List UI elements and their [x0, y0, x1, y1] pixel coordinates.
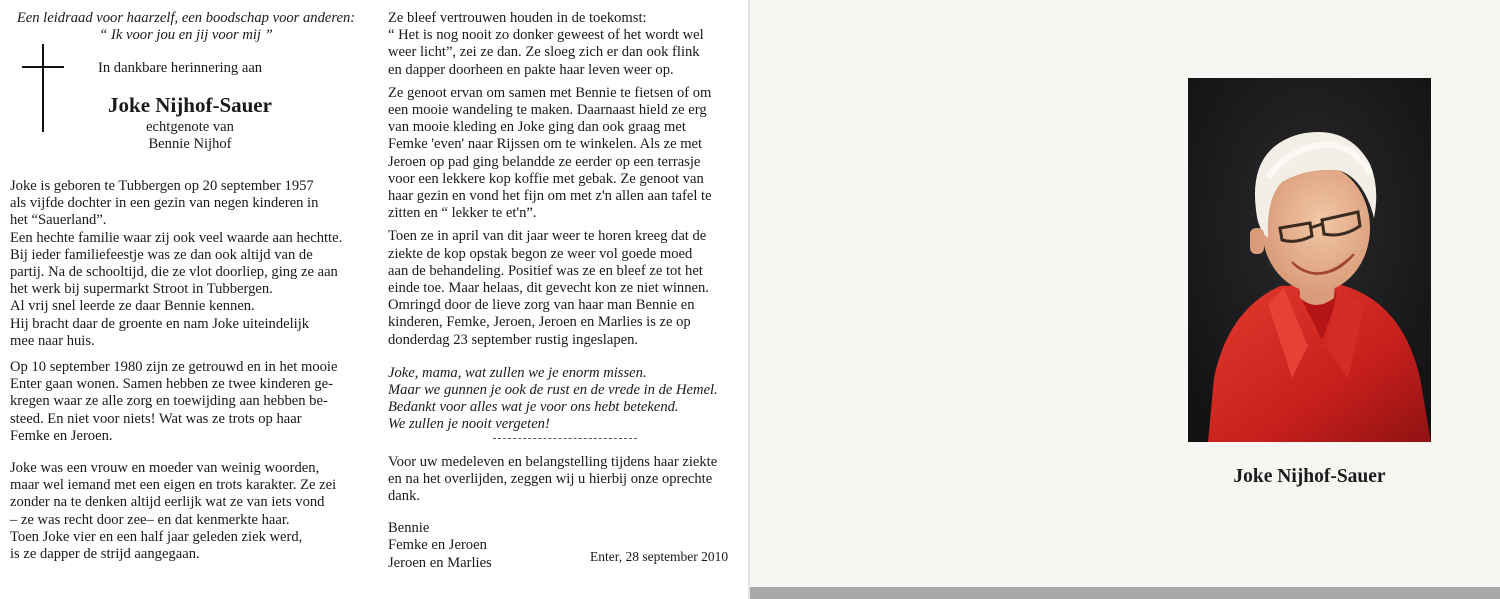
- text-line: Op 10 september 1980 zijn ze getrouwd en in het mooie: [10, 359, 338, 375]
- text-line: ziekte de kop opstak begon ze weer vol goede moed: [388, 245, 693, 262]
- text-line: Omringd door de lieve zorg van haar man Bennie en: [388, 297, 695, 314]
- text-line: Enter gaan wonen. Samen hebben ze twee kinderen ge-: [10, 376, 333, 393]
- right-text-column: [388, 10, 734, 572]
- place-date: Enter, 28 september 2010: [590, 549, 729, 564]
- text-line: – ze was recht door zee– en dat kenmerkte haar.: [10, 511, 290, 528]
- text-line: donderdag 23 september rustig ingeslapen.: [388, 331, 639, 348]
- bio-paragraph-1: [10, 178, 372, 350]
- left-text-column: [10, 10, 362, 44]
- text-line: aan de behandeling. Positief was ze en bleef ze tot het: [388, 262, 703, 279]
- motto-line-1: Een leidraad voor haarzelf, een boodschap voor anderen:: [16, 10, 356, 26]
- memory-line: In dankbare herinnering aan: [98, 60, 263, 76]
- text-line: voor een lekkere kop koffie met gebak. Ze genoot van: [388, 170, 704, 187]
- photo-page-name: Joke Nijhof-Sauer: [1233, 466, 1386, 487]
- text-line: Hij bracht daar de groente en nam Joke uiteindelijk: [10, 315, 310, 332]
- text-line: dank.: [388, 488, 421, 505]
- poem: [388, 365, 734, 434]
- text-line: Joke was een vrouw en moeder van weinig woorden,: [10, 460, 320, 476]
- text-line: als vijfde dochter in een gezin van negen kinderen in: [10, 195, 319, 212]
- spouse-line-2: Bennie Nijhof: [148, 136, 232, 152]
- text-line: mee naar huis.: [10, 332, 95, 349]
- text-line: haar gezin en vond het fijn om met z'n allen aan tafel te: [388, 188, 712, 205]
- story-paragraph-1: [388, 10, 734, 79]
- text-line: het werk bij supermarkt Stroot in Tubbergen.: [10, 281, 273, 298]
- text-line: steed. En niet voor niets! Wat was ze trots op haar: [10, 410, 302, 427]
- text-line: partij. Na de schooltijd, die ze vlot doorliep, ging ze aan: [10, 264, 338, 281]
- story-paragraph-3: [388, 228, 734, 348]
- spouse-line-1: echtgenote van: [146, 119, 234, 135]
- inside-spread: [0, 0, 748, 599]
- text-line: “ Het is nog nooit zo donker geweest of het wordt wel: [388, 27, 704, 44]
- deceased-name: Joke Nijhof-Sauer: [108, 93, 272, 117]
- text-line: Ze bleef vertrouwen houden in de toekomst:: [388, 10, 647, 26]
- text-line: Jeroen op pad ging belandde ze eerder op een terrasje: [388, 153, 701, 170]
- text-line: Ze genoot ervan om samen met Bennie te fietsen of om: [388, 84, 712, 101]
- text-line: zitten en “ lekker te et'n”.: [388, 205, 537, 222]
- text-line: en dapper doorheen en pakte haar leven weer op.: [388, 61, 674, 78]
- portrait-photo: [1188, 78, 1431, 442]
- text-line: einde toe. Maar helaas, dit gevecht kon ze niet winnen.: [388, 280, 709, 297]
- text-line: van mooie kleding en Joke ging dan ook graag met: [388, 119, 686, 136]
- signature-line: Bennie: [388, 520, 430, 537]
- portrait-illustration: [1188, 78, 1431, 442]
- text-line: een mooie wandeling te maken. Daarnaast hield ze erg: [388, 102, 707, 119]
- thanks-paragraph: [388, 454, 734, 506]
- text-line: is ze dapper de strijd aangegaan.: [10, 546, 200, 563]
- text-line: zonder na te denken altijd eerlijk wat ze van iets vond: [10, 494, 325, 511]
- poem-line: Joke, mama, wat zullen we je enorm missen.: [388, 364, 647, 381]
- poem-line: Maar we gunnen je ook de rust en de vrede in de Hemel.: [388, 382, 718, 399]
- text-line: kregen waar ze alle zorg en toewijding aan hebben be-: [10, 393, 328, 410]
- text-line: Voor uw medeleven en belangstelling tijdens haar ziekte: [388, 453, 718, 470]
- bio-paragraph-2: [10, 359, 372, 445]
- text-line: Femke en Jeroen.: [10, 427, 113, 444]
- poem-line: We zullen je nooit vergeten!: [388, 416, 550, 433]
- text-line: kinderen, Femke, Jeroen, Jeroen en Marlies is ze op: [388, 314, 691, 331]
- text-line: Al vrij snel leerde ze daar Bennie kennen.: [10, 298, 255, 315]
- text-line: en na het overlijden, zeggen wij u hierbij onze oprechte: [388, 470, 713, 487]
- text-line: Joke is geboren te Tubbergen op 20 september 1957: [10, 178, 314, 194]
- text-line: maar wel iemand met een eigen en trots karakter. Ze zei: [10, 477, 337, 494]
- scan-background-strip: [750, 587, 1500, 599]
- text-line: Toen Joke vier en een half jaar geleden ziek werd,: [10, 528, 303, 545]
- signature-line: Jeroen en Marlies: [388, 554, 492, 571]
- text-line: Femke 'even' naar Rijssen om te winkelen. Als ze met: [388, 136, 703, 153]
- dashed-divider: [493, 438, 637, 439]
- bio-paragraph-3: [10, 460, 372, 563]
- text-line: weer licht”, zei ze dan. Ze sloeg zich er dan ook flink: [388, 44, 700, 61]
- story-paragraph-2: [388, 85, 734, 223]
- text-line: Een hechte familie waar zij ook veel waarde aan hechtte.: [10, 229, 343, 246]
- motto-line-2: “ Ik voor jou en jij voor mij ”: [99, 27, 273, 44]
- signature-line: Femke en Jeroen: [388, 537, 487, 554]
- text-line: Bij ieder familiefeestje was ze dan ook altijd van de: [10, 246, 313, 263]
- poem-line: Bedankt voor alles wat je voor ons hebt betekend.: [388, 399, 679, 416]
- text-line: Toen ze in april van dit jaar weer te horen kreeg dat de: [388, 228, 707, 245]
- text-line: het “Sauerland”.: [10, 212, 107, 229]
